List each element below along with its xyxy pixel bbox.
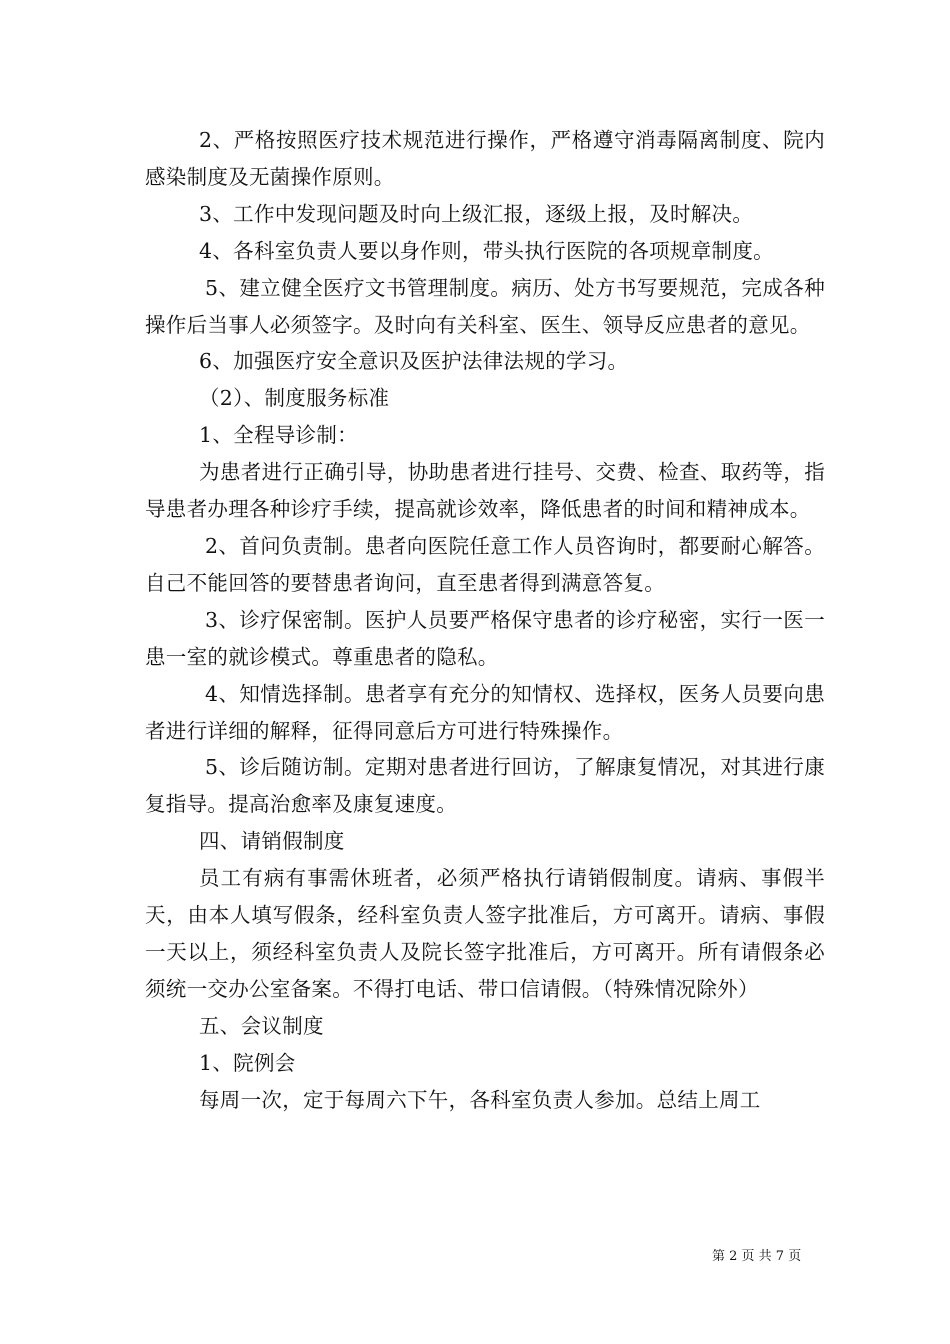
subsection-heading: 1、院例会 [199, 1050, 296, 1075]
section-heading: （2）、制度服务标准 [199, 386, 390, 411]
paragraph: 为患者进行正确引导，协助患者进行挂号、交费、检查、取药等，指导患者办理各种诊疗手续，提高就诊效率，降低患者的时间和精神成本。 [145, 460, 825, 522]
document-body [145, 122, 825, 1118]
paragraph: 5、建立健全医疗文书管理制度。病历、处方书写要规范，完成各种操作后当事人必须签字。及时向有关科室、医生、领导反应患者的意见。 [145, 275, 825, 337]
paragraph: 2、首问负责制。患者向医院任意工作人员咨询时，都要耐心解答。自己不能回答的要替患者询问，直至患者得到满意答复。 [145, 533, 825, 595]
paragraph: 2、严格按照医疗技术规范进行操作，严格遵守消毒隔离制度、院内感染制度及无菌操作原则。 [145, 128, 825, 189]
paragraph: 3、诊疗保密制。医护人员要严格保守患者的诊疗秘密，实行一医一患一室的就诊模式。尊重患者的隐私。 [145, 607, 825, 669]
page-number-footer: 第 2 页 共 7 页 [712, 1249, 802, 1264]
paragraph: 6、加强医疗安全意识及医护法律法规的学习。 [199, 349, 629, 374]
paragraph: 每周一次，定于每周六下午，各科室负责人参加。总结上周工 [199, 1087, 761, 1112]
section-heading: 五、会议制度 [199, 1013, 324, 1038]
paragraph: 3、工作中发现问题及时向上级汇报，逐级上报，及时解决。 [199, 201, 754, 226]
paragraph: 员工有病有事需休班者，必须严格执行请销假制度。请病、事假半天，由本人填写假条，经科室负责人签字批准后，方可离开。请病、事假一天以上，须经科室负责人及院长签字批准后，方可离开。所有请假条必须统一交办公室备案。不得打电话、带口信请假。（特殊情况除外） [145, 866, 825, 1001]
paragraph: 5、诊后随访制。定期对患者进行回访，了解康复情况，对其进行康复指导。提高治愈率及康复速度。 [145, 755, 825, 817]
paragraph: 4、知情选择制。患者享有充分的知情权、选择权，医务人员要向患者进行详细的解释，征得同意后方可进行特殊操作。 [145, 681, 825, 743]
section-heading: 四、请销假制度 [199, 829, 345, 854]
subsection-heading: 1、全程导诊制： [199, 423, 358, 448]
paragraph: 4、各科室负责人要以身作则，带头执行医院的各项规章制度。 [199, 238, 774, 263]
